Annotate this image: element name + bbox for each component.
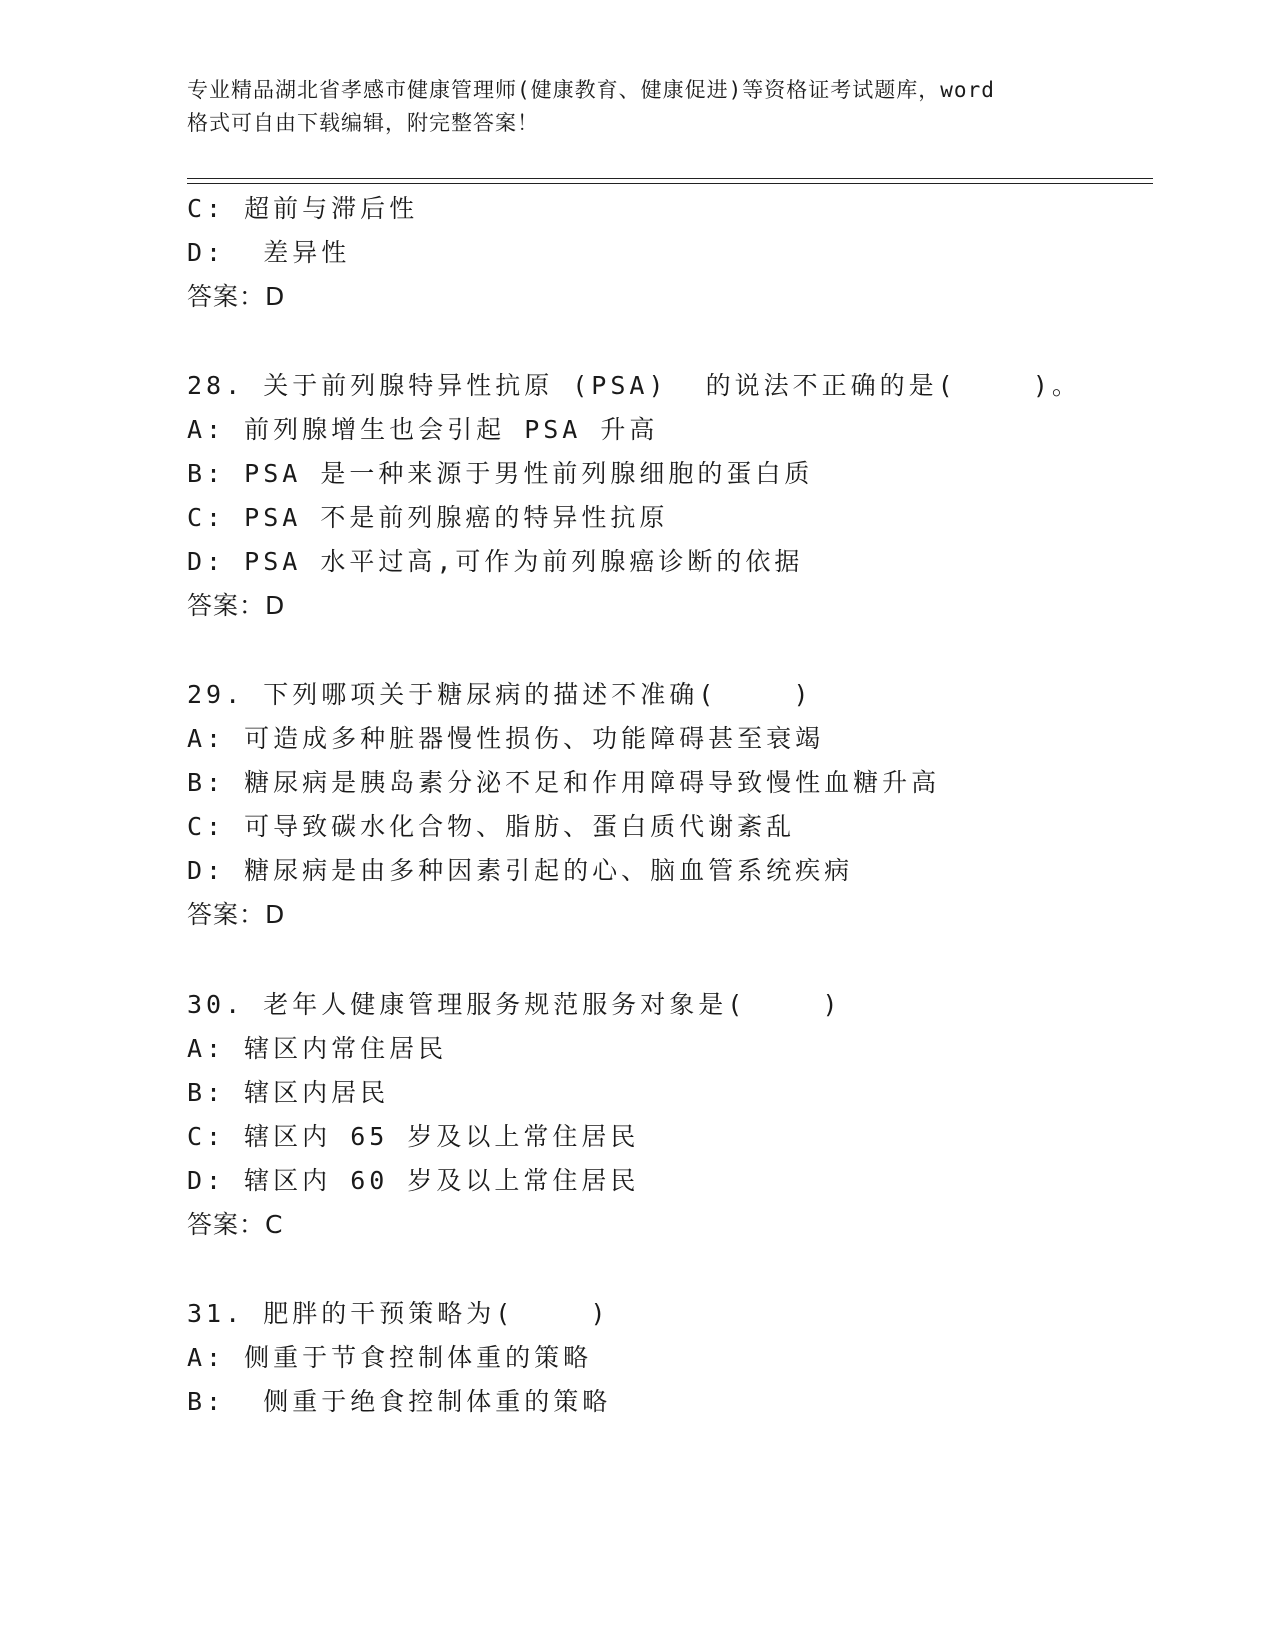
q29-answer: 答案：D — [187, 900, 286, 929]
q29-option-d: D: 糖尿病是由多种因素引起的心、脑血管系统疾病 — [187, 856, 854, 885]
q31-option-a: A: 侧重于节食控制体重的策略 — [187, 1343, 593, 1372]
header-line-1: 专业精品湖北省孝感市健康管理师(健康教育、健康促进)等资格证考试题库，word — [187, 78, 995, 102]
q28-option-b: B: PSA 是一种来源于男性前列腺细胞的蛋白质 — [187, 459, 814, 488]
q29-option-c: C: 可导致碳水化合物、脂肪、蛋白质代谢紊乱 — [187, 812, 796, 841]
q31-option-b: B: 侧重于绝食控制体重的策略 — [187, 1387, 612, 1416]
q28-question: 28. 关于前列腺特异性抗原 (PSA) 的说法不正确的是( )。 — [187, 371, 1081, 400]
q28-option-a: A: 前列腺增生也会引起 PSA 升高 — [187, 415, 659, 444]
q27-option-d: D: 差异性 — [187, 238, 351, 267]
header-rule-top — [187, 178, 1153, 179]
q29-question: 29. 下列哪项关于糖尿病的描述不准确( ) — [187, 680, 813, 709]
q27-answer: 答案：D — [187, 282, 286, 311]
q28-option-d: D: PSA 水平过高,可作为前列腺癌诊断的依据 — [187, 547, 804, 576]
q30-option-d: D: 辖区内 60 岁及以上常住居民 — [187, 1166, 640, 1195]
q31-question: 31. 肥胖的干预策略为( ) — [187, 1299, 610, 1328]
q30-option-b: B: 辖区内居民 — [187, 1078, 390, 1107]
header-line-2: 格式可自由下载编辑，附完整答案！ — [187, 111, 539, 135]
q27-option-c: C: 超前与滞后性 — [187, 194, 419, 223]
q29-option-a: A: 可造成多种脏器慢性损伤、功能障碍甚至衰竭 — [187, 724, 825, 753]
document-header — [187, 74, 1087, 140]
q28-option-c: C: PSA 不是前列腺癌的特异性抗原 — [187, 503, 669, 532]
q30-option-c: C: 辖区内 65 岁及以上常住居民 — [187, 1122, 640, 1151]
q28-answer: 答案：D — [187, 591, 286, 620]
q30-answer: 答案：C — [187, 1210, 284, 1239]
header-rule-bottom — [187, 183, 1153, 184]
q30-question: 30. 老年人健康管理服务规范服务对象是( ) — [187, 990, 842, 1019]
q30-option-a: A: 辖区内常住居民 — [187, 1034, 448, 1063]
q29-option-b: B: 糖尿病是胰岛素分泌不足和作用障碍导致慢性血糖升高 — [187, 768, 941, 797]
